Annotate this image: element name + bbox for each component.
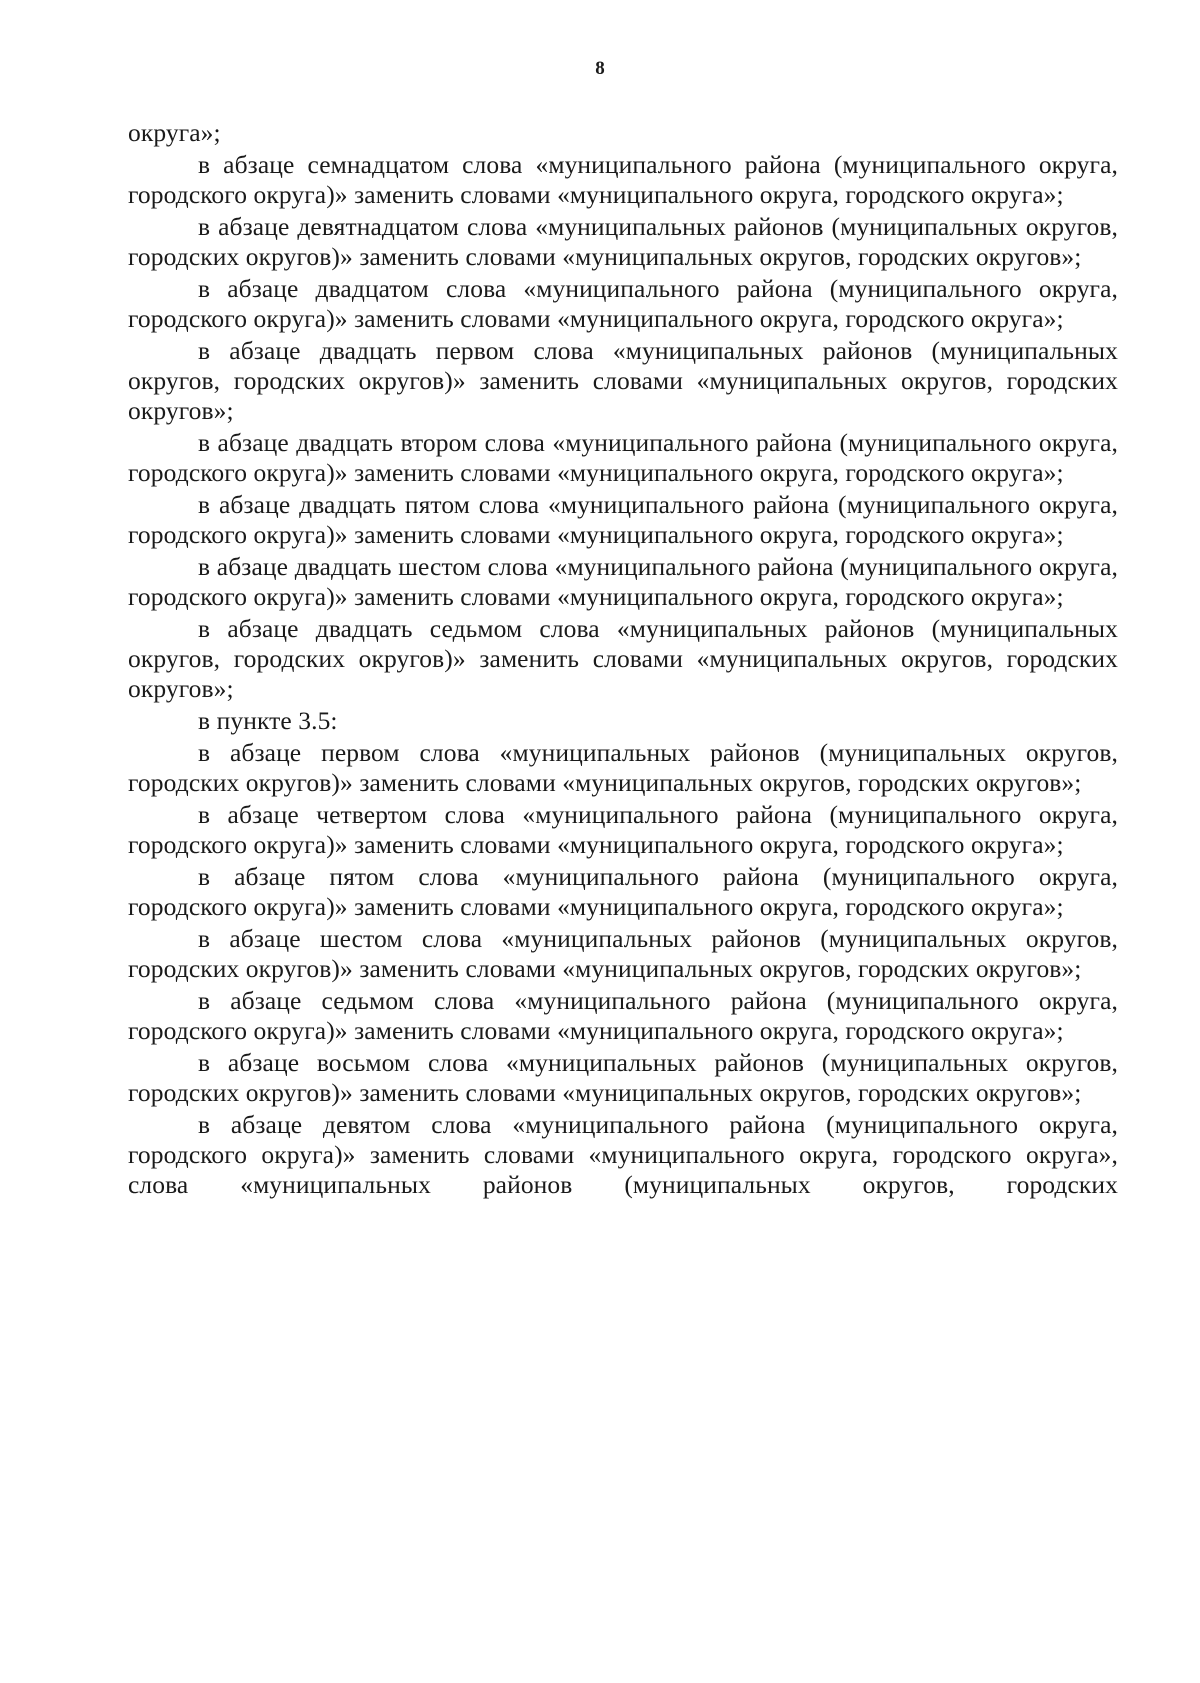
paragraph: в абзаце девятнадцатом слова «муниципальных районов (муниципальных округов, городских округов)» заменить словами «муниципальных округов, городских округов»; [128, 212, 1118, 271]
paragraph: в абзаце четвертом слова «муниципального района (муниципального округа, городского округа)» заменить словами «муниципального округа, городского округа»; [128, 800, 1118, 859]
paragraph: в абзаце двадцатом слова «муниципального района (муниципального округа, городского округа)» заменить словами «муниципального округа, городского округа»; [128, 274, 1118, 333]
paragraph: в абзаце семнадцатом слова «муниципального района (муниципального округа, городского округа)» заменить словами «муниципального округа, городского округа»; [128, 150, 1118, 209]
paragraph: в абзаце восьмом слова «муниципальных районов (муниципальных округов, городских округов)» заменить словами «муниципальных округов, городских округов»; [128, 1048, 1118, 1107]
page-number: 8 [595, 58, 605, 79]
paragraph: в абзаце двадцать втором слова «муниципального района (муниципального округа, городского округа)» заменить словами «муниципального округа, городского округа»; [128, 428, 1118, 487]
paragraph: в абзаце шестом слова «муниципальных районов (муниципальных округов, городских округов)» заменить словами «муниципальных округов, городских округов»; [128, 924, 1118, 983]
paragraph: в абзаце двадцать шестом слова «муниципального района (муниципального округа, городского округа)» заменить словами «муниципального округа, городского округа»; [128, 552, 1118, 611]
paragraph: в пункте 3.5: [198, 706, 338, 735]
document-body [128, 118, 1118, 1200]
paragraph: округа»; [128, 118, 221, 147]
paragraph: в абзаце первом слова «муниципальных районов (муниципальных округов, городских округов)» заменить словами «муниципальных округов, городских округов»; [128, 738, 1118, 797]
paragraph: в абзаце седьмом слова «муниципального района (муниципального округа, городского округа)» заменить словами «муниципального округа, городского округа»; [128, 986, 1118, 1045]
paragraph: в абзаце двадцать первом слова «муниципальных районов (муниципальных округов, городских округов)» заменить словами «муниципальных округов, городских округов»; [128, 336, 1118, 425]
paragraph: в абзаце девятом слова «муниципального района (муниципального округа, городского округа)» заменить словами «муниципального округа, городского округа», слова «муниципальных районов (муниципальных округов, городских [128, 1110, 1118, 1199]
paragraph: в абзаце пятом слова «муниципального района (муниципального округа, городского округа)» заменить словами «муниципального округа, городского округа»; [128, 862, 1118, 921]
paragraph: в абзаце двадцать седьмом слова «муниципальных районов (муниципальных округов, городских округов)» заменить словами «муниципальных округов, городских округов»; [128, 614, 1118, 703]
paragraph: в абзаце двадцать пятом слова «муниципального района (муниципального округа, городского округа)» заменить словами «муниципального округа, городского округа»; [128, 490, 1118, 549]
